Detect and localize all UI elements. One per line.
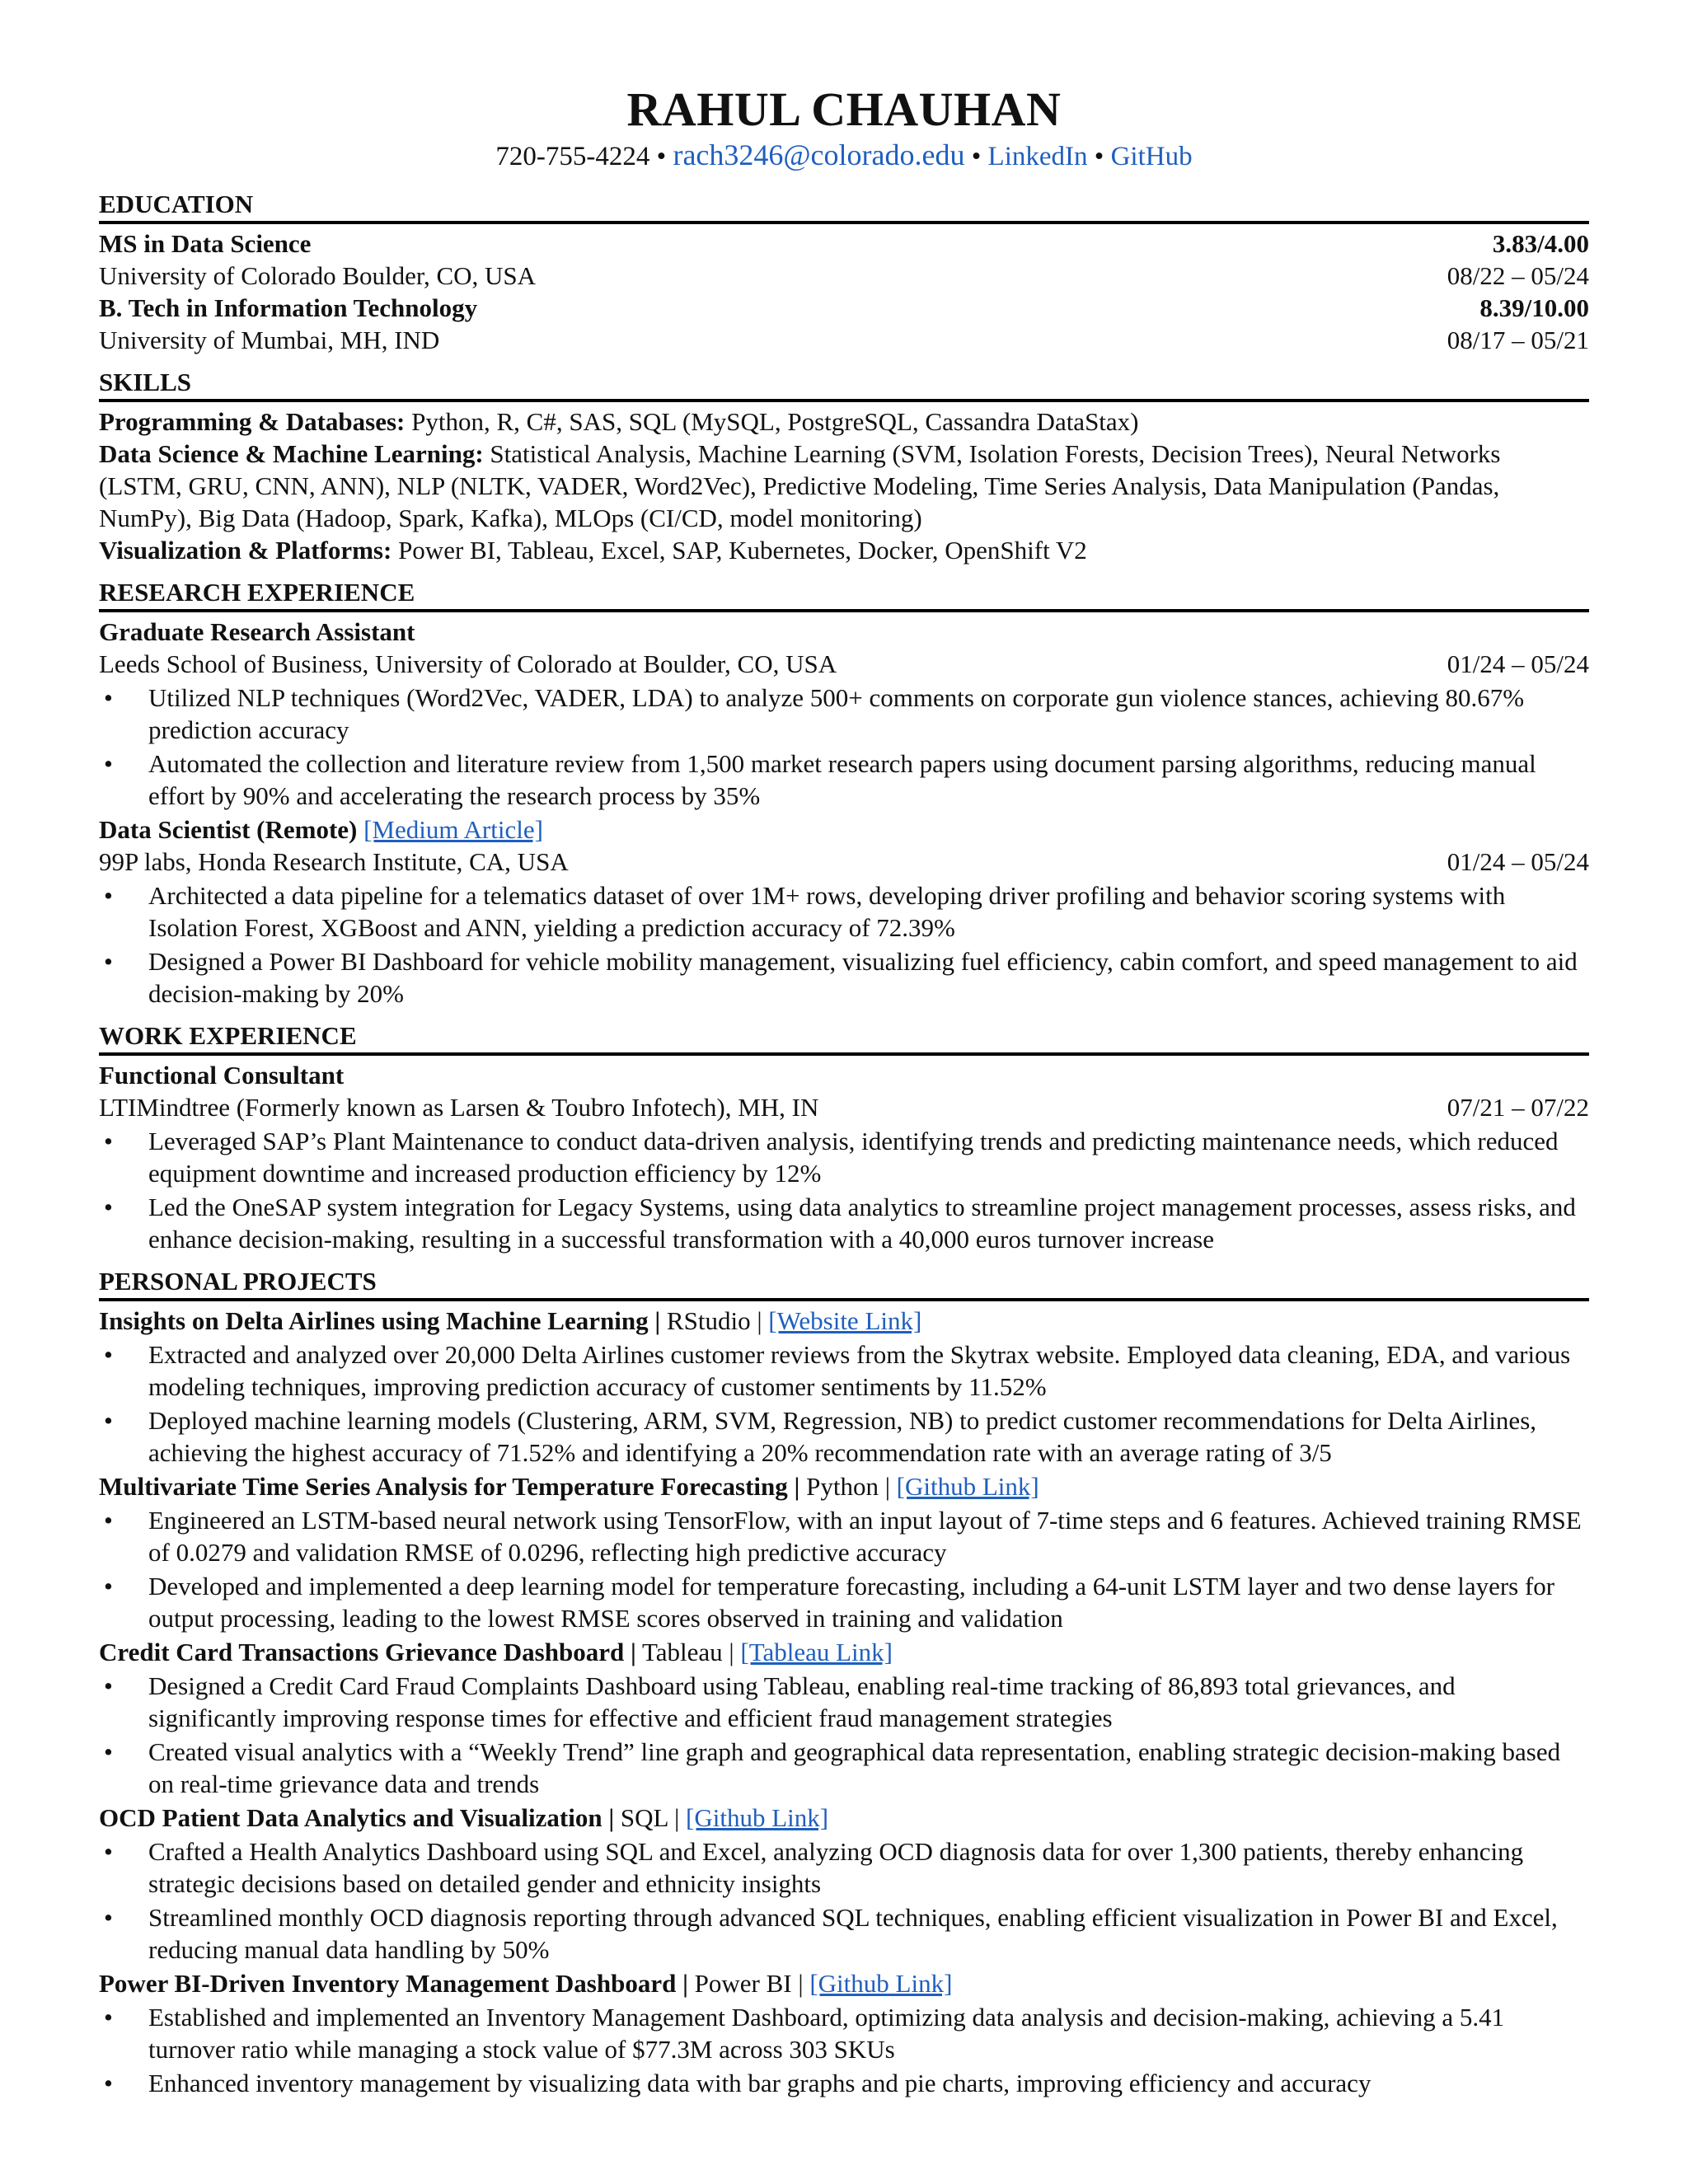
bullet-icon: •: [104, 1406, 113, 1435]
role-title: Functional Consultant: [99, 1061, 345, 1090]
email-link[interactable]: rach3246@colorado.edu: [673, 138, 965, 171]
project-entry: [99, 1636, 1589, 1800]
separator: •: [1094, 142, 1104, 171]
bullet-icon: •: [104, 1506, 113, 1535]
bullet-icon: •: [104, 1572, 113, 1601]
research-entry: [99, 813, 1589, 1010]
project-link[interactable]: [Github Link]: [809, 1969, 953, 1998]
bullet-text: Automated the collection and literature review from 1,500 market research papers using document parsing algorithms, reducing manual effort by 90% and accelerating the research process by 35%: [148, 749, 1536, 810]
project-link[interactable]: [Tableau Link]: [740, 1638, 893, 1666]
degree-name: B. Tech in Information Technology: [99, 293, 478, 322]
bullet-icon: •: [104, 1340, 113, 1369]
organization: 99P labs, Honda Research Institute, CA, USA: [99, 847, 569, 876]
bullet-icon: •: [104, 947, 113, 976]
skill-line: [99, 534, 1589, 566]
bullet-text: Extracted and analyzed over 20,000 Delta Airlines customer reviews from the Skytrax website. Employed data cleaning, EDA, and various modeling techniques, improving prediction accuracy of customer sentiments by 11.52%: [148, 1340, 1571, 1401]
bullet-text: Designed a Credit Card Fraud Complaints Dashboard using Tableau, enabling real-time tracking of 86,893 total grievances, and significantly improving response times for effective and efficient fraud management strategies: [148, 1671, 1456, 1732]
bullet-item: [99, 1736, 1589, 1800]
project-entry: [99, 1802, 1589, 1966]
skill-label: Programming & Databases:: [99, 407, 406, 436]
dates: 08/22 – 05/24: [1447, 261, 1589, 290]
skill-label: Data Science & Machine Learning:: [99, 439, 484, 468]
skill-line: [99, 405, 1589, 438]
bullet-icon: •: [104, 1193, 113, 1221]
resume-page: [99, 82, 1589, 2101]
bullet-icon: •: [104, 683, 113, 712]
bullet-item: [99, 879, 1589, 944]
separator: •: [971, 142, 982, 171]
project-name: Insights on Delta Airlines using Machine Learning |: [99, 1306, 661, 1335]
bullet-icon: •: [104, 1837, 113, 1866]
bullet-icon: •: [104, 1903, 113, 1932]
section-title-research: RESEARCH EXPERIENCE: [99, 578, 1589, 612]
candidate-name: RAHUL CHAUHAN: [626, 82, 1062, 136]
project-link[interactable]: [Github Link]: [896, 1472, 1039, 1501]
bullet-icon: •: [104, 881, 113, 910]
education-entry: [99, 292, 1589, 356]
medium-article-link[interactable]: [Medium Article]: [363, 815, 543, 844]
role-title: Data Scientist (Remote): [99, 815, 358, 844]
bullet-text: Established and implemented an Inventory Management Dashboard, optimizing data analysis and decision-making, achieving a 5.41 turnover ratio while managing a stock value of $77.3M across 303 SKUs: [148, 2003, 1505, 2064]
skill-line: [99, 438, 1589, 534]
project-name: OCD Patient Data Analytics and Visualization |: [99, 1803, 615, 1832]
role-title: Graduate Research Assistant: [99, 617, 415, 646]
project-entry: [99, 1305, 1589, 1469]
organization: Leeds School of Business, University of Colorado at Boulder, CO, USA: [99, 649, 837, 678]
project-name: Power BI-Driven Inventory Management Dashboard |: [99, 1969, 688, 1998]
bullet-text: Streamlined monthly OCD diagnosis reporting through advanced SQL techniques, enabling efficient visualization in Power BI and Excel, reducing manual data handling by 50%: [148, 1903, 1558, 1964]
project-link[interactable]: [Github Link]: [686, 1803, 829, 1832]
project-name: Credit Card Transactions Grievance Dashboard |: [99, 1638, 636, 1666]
bullet-item: [99, 1191, 1589, 1255]
bullet-text: Engineered an LSTM-based neural network using TensorFlow, with an input layout of 7-time steps and 6 features. Achieved training RMSE of 0.0279 and validation RMSE of 0.0296, reflecting high predictive accuracy: [148, 1506, 1582, 1567]
bullet-text: Developed and implemented a deep learning model for temperature forecasting, including a 64-unit LSTM layer and two dense layers for output processing, leading to the lowest RMSE scores observed in training and validation: [148, 1572, 1555, 1633]
bullet-item: [99, 1670, 1589, 1734]
bullet-text: Created visual analytics with a “Weekly Trend” line graph and geographical data representation, enabling strategic decision-making based on real-time grievance data and trends: [148, 1737, 1561, 1798]
project-tool: Python |: [799, 1472, 897, 1501]
school-name: University of Mumbai, MH, IND: [99, 326, 440, 354]
skill-text: Power BI, Tableau, Excel, SAP, Kubernetes, Docker, OpenShift V2: [392, 536, 1087, 565]
bullet-item: [99, 682, 1589, 746]
bullet-item: [99, 2067, 1589, 2099]
bullet-text: Led the OneSAP system integration for Legacy Systems, using data analytics to streamline project management processes, assess risks, and enhance decision-making, resulting in a successful transformation with a 40,000 euros turnover increase: [148, 1193, 1576, 1254]
github-link[interactable]: GitHub: [1110, 142, 1193, 171]
bullet-item: [99, 1125, 1589, 1189]
project-entry: [99, 1470, 1589, 1634]
bullet-item: [99, 945, 1589, 1010]
dates: 08/17 – 05/21: [1447, 326, 1589, 354]
linkedin-link[interactable]: LinkedIn: [987, 142, 1088, 171]
section-title-education: EDUCATION: [99, 190, 1589, 224]
degree-name: MS in Data Science: [99, 229, 312, 258]
bullet-text: Enhanced inventory management by visualizing data with bar graphs and pie charts, improving efficiency and accuracy: [148, 2069, 1372, 2097]
bullet-item: [99, 1901, 1589, 1966]
bullet-text: Architected a data pipeline for a telematics dataset of over 1M+ rows, developing driver profiling and behavior scoring systems with Isolation Forest, XGBoost and ANN, yielding a prediction accuracy of 72.39%: [148, 881, 1506, 942]
dates: 07/21 – 07/22: [1447, 1093, 1589, 1122]
skill-text: Python, R, C#, SAS, SQL (MySQL, PostgreSQL, Cassandra DataStax): [405, 407, 1139, 436]
contact-line: [99, 138, 1589, 173]
phone-number: 720-755-4224: [495, 142, 650, 171]
bullet-text: Deployed machine learning models (Clustering, ARM, SVM, Regression, NB) to predict customer recommendations for Delta Airlines, achieving the highest accuracy of 71.52% and identifying a 20% recommendation rate with an average rating of 3/5: [148, 1406, 1537, 1467]
bullet-text: Crafted a Health Analytics Dashboard using SQL and Excel, analyzing OCD diagnosis data for over 1,300 patients, thereby enhancing strategic decisions based on detailed gender and ethnicity insights: [148, 1837, 1524, 1898]
bullet-item: [99, 1835, 1589, 1900]
project-entry: [99, 1967, 1589, 2099]
bullet-item: [99, 1338, 1589, 1403]
research-entry: [99, 616, 1589, 812]
section-title-skills: SKILLS: [99, 368, 1589, 402]
gpa: 3.83/4.00: [1492, 229, 1589, 258]
resume-header: [99, 82, 1589, 173]
bullet-text: Designed a Power BI Dashboard for vehicle mobility management, visualizing fuel efficiency, cabin comfort, and speed management to aid decision-making by 20%: [148, 947, 1578, 1008]
project-tool: Power BI |: [687, 1969, 810, 1998]
skill-label: Visualization & Platforms:: [99, 536, 392, 565]
section-title-work: WORK EXPERIENCE: [99, 1021, 1589, 1056]
bullet-item: [99, 1504, 1589, 1568]
project-link[interactable]: [Website Link]: [768, 1306, 922, 1335]
section-title-projects: PERSONAL PROJECTS: [99, 1267, 1589, 1301]
work-entry: [99, 1059, 1589, 1255]
school-name: University of Colorado Boulder, CO, USA: [99, 261, 537, 290]
project-tool: Tableau |: [635, 1638, 741, 1666]
bullet-item: [99, 1570, 1589, 1634]
bullet-item: [99, 1404, 1589, 1469]
education-entry: [99, 227, 1589, 292]
bullet-item: [99, 2001, 1589, 2065]
project-name: Multivariate Time Series Analysis for Temperature Forecasting |: [99, 1472, 800, 1501]
bullet-icon: •: [104, 1671, 113, 1700]
project-tool: SQL |: [614, 1803, 687, 1832]
project-tool: RStudio |: [660, 1306, 769, 1335]
bullet-icon: •: [104, 749, 113, 778]
bullet-item: [99, 748, 1589, 812]
separator: •: [656, 142, 667, 171]
gpa: 8.39/10.00: [1479, 293, 1589, 322]
bullet-text: Utilized NLP techniques (Word2Vec, VADER, LDA) to analyze 500+ comments on corporate gun violence stances, achieving 80.67% prediction accuracy: [148, 683, 1525, 744]
dates: 01/24 – 05/24: [1447, 847, 1589, 876]
bullet-text: Leveraged SAP’s Plant Maintenance to conduct data-driven analysis, identifying trends and predicting maintenance needs, which reduced equipment downtime and increased production efficiency by 12%: [148, 1127, 1559, 1188]
bullet-icon: •: [104, 1127, 113, 1155]
skills-list: [99, 405, 1589, 566]
organization: LTIMindtree (Formerly known as Larsen & Toubro Infotech), MH, IN: [99, 1093, 819, 1122]
dates: 01/24 – 05/24: [1447, 649, 1589, 678]
skill-text: Statistical Analysis, Machine Learning (SVM, Isolation Forests, Decision Trees), Neural Networks (LSTM, GRU, CNN, ANN), NLP (NLTK, VADER, Word2Vec), Predictive Modeling, Time Series Analysis, Data Manipulation (Pandas, NumPy), Big Data (Hadoop, Spark, Kafka), MLOps (CI/CD, model monitoring): [99, 439, 1501, 532]
bullet-icon: •: [104, 1737, 113, 1766]
bullet-icon: •: [104, 2069, 113, 2097]
bullet-icon: •: [104, 2003, 113, 2032]
